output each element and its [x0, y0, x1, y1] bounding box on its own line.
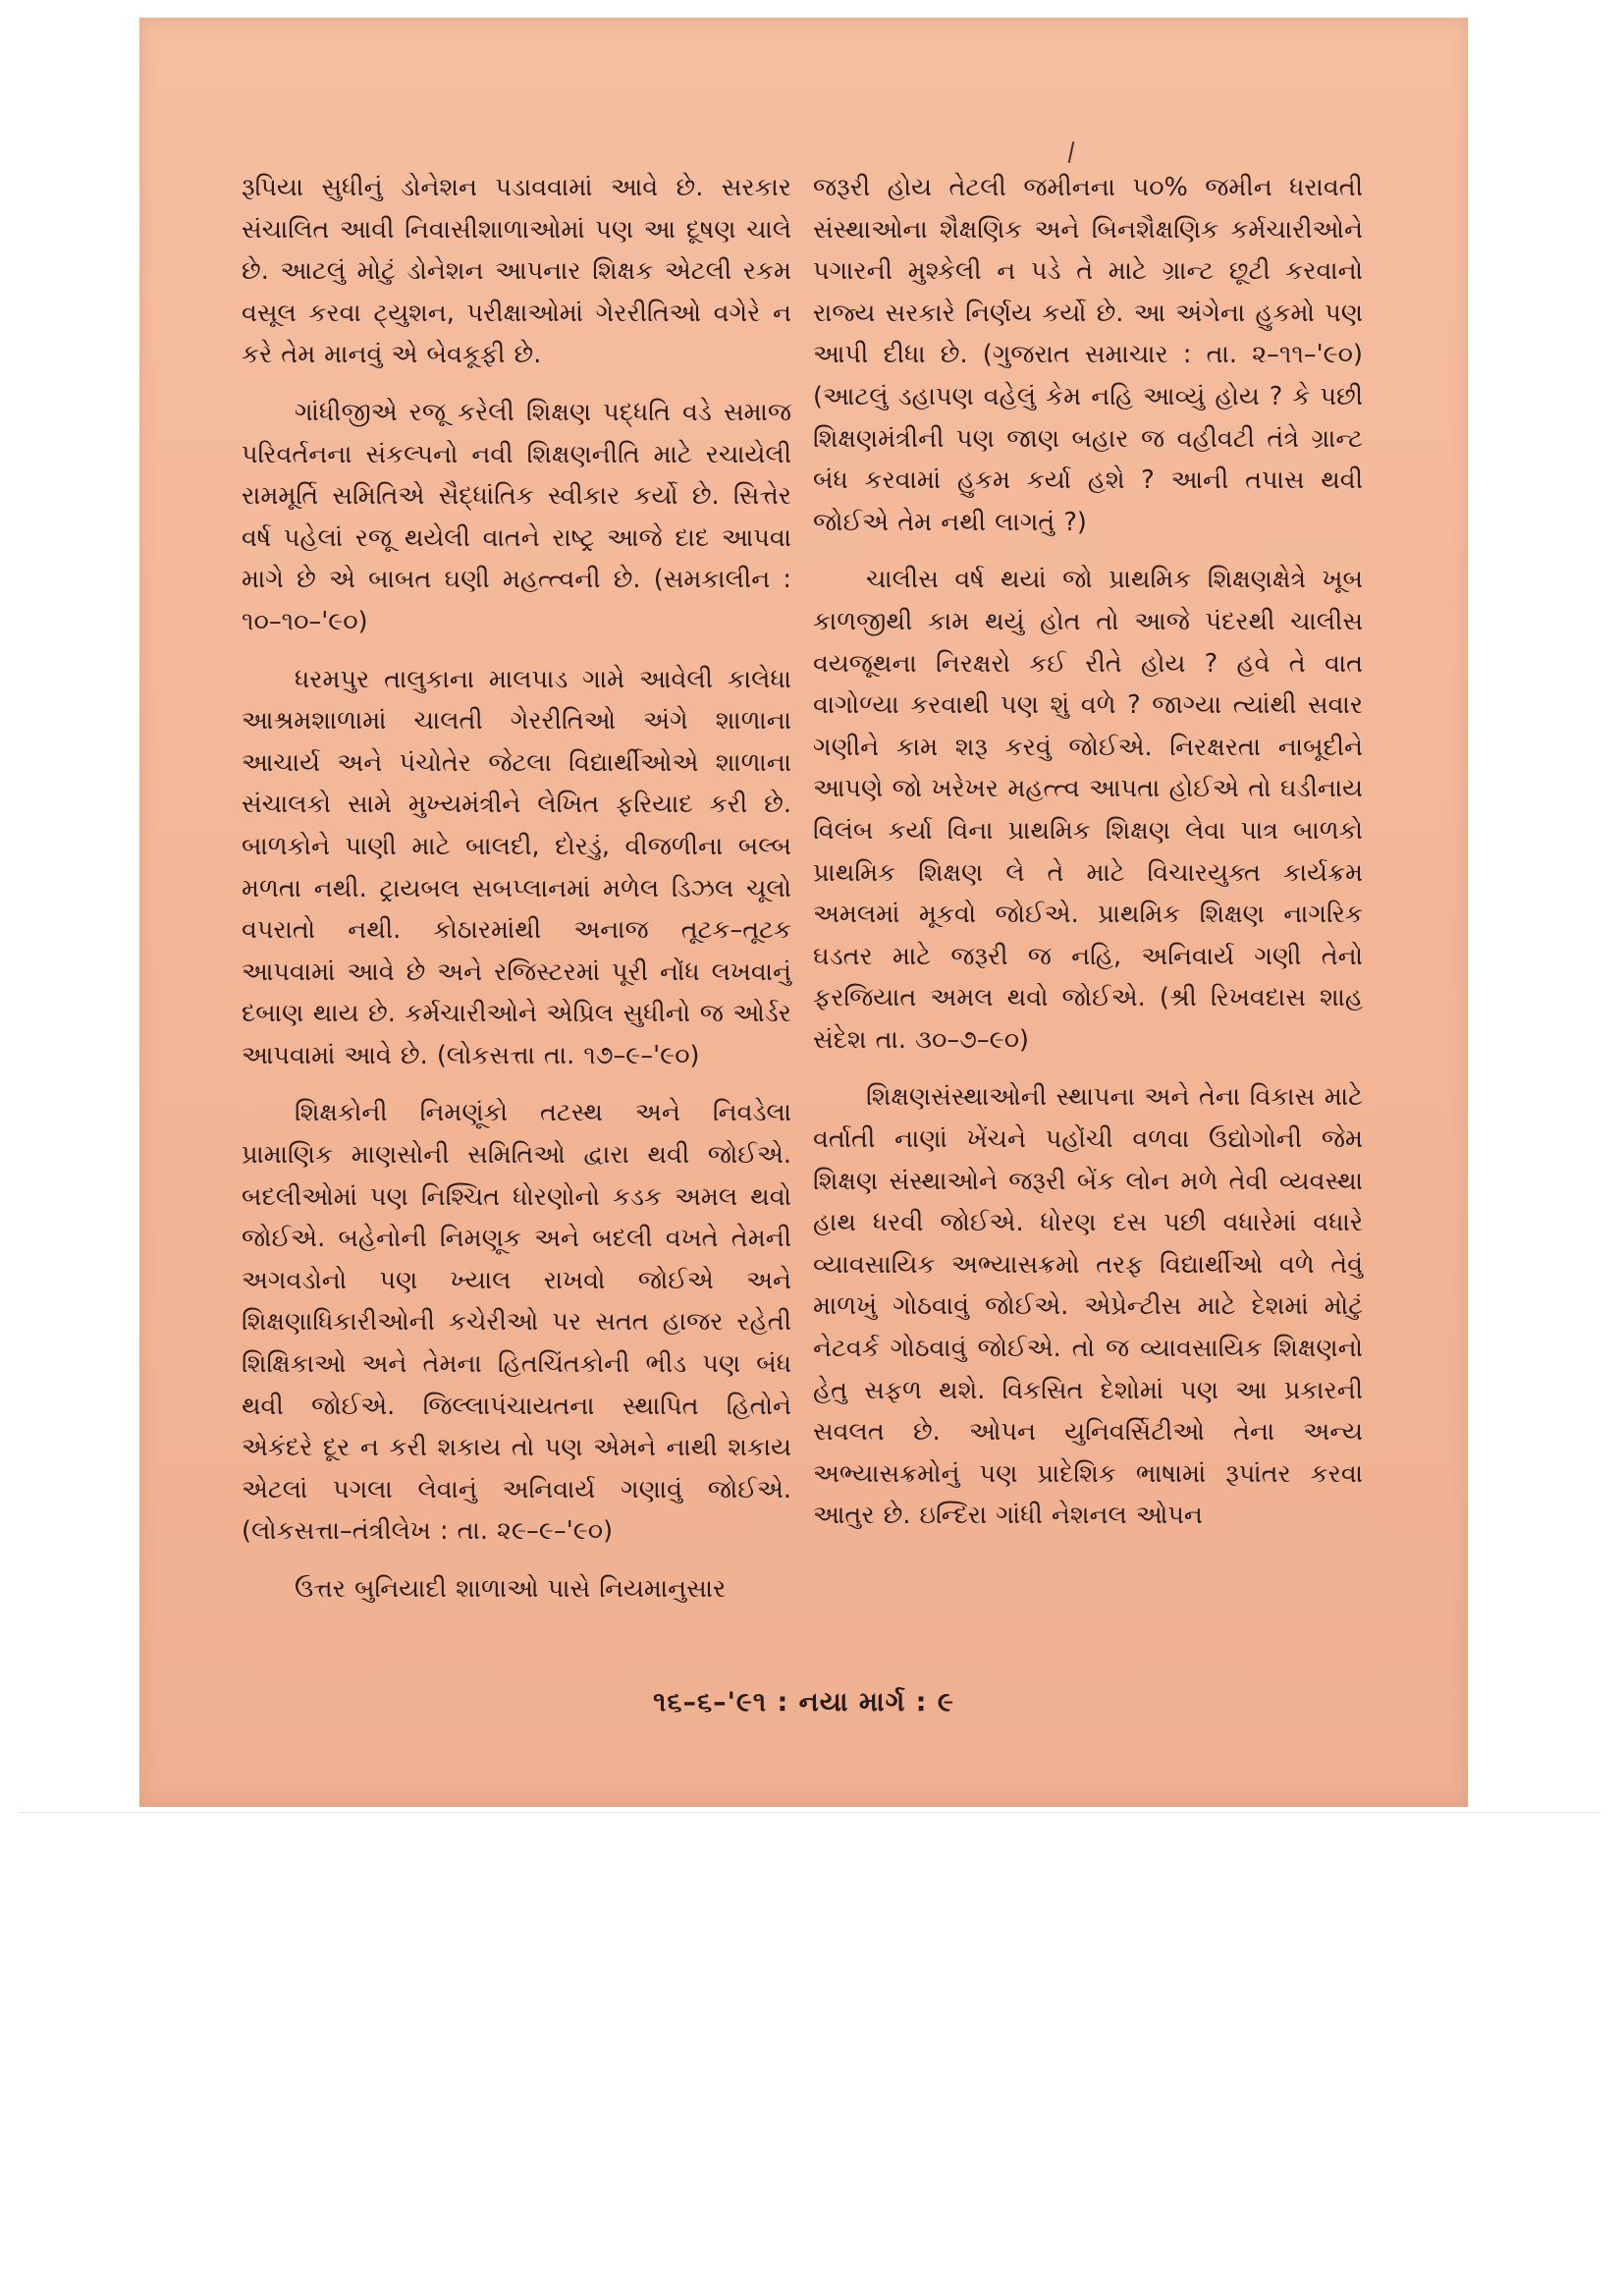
paragraph: ધરમપુર તાલુકાના માલપાડ ગામે આવેલી કાલેધા આશ્રમશાળામાં ચાલતી ગેરરીતિઓ અંગે શાળાના આચાર્ય અને પંચોતેર જેટલા વિદ્યાર્થીઓએ શાળાના સંચાલકો સામે મુખ્યમંત્રીને લેખિત ફરિયાદ કરી છે. બાળકોને પાણી માટે બાલદી, દોરડું, વીજળીના બલ્બ મળતા નથી. ટ્રાયબલ સબપ્લાનમાં મળેલ ડિઝલ ચૂલો વપરાતો નથી. કોઠારમાંથી અનાજ તૂટક–તૂટક આપવામાં આવે છે અને રજિસ્ટરમાં પૂરી નોંધ લખવાનું દબાણ થાય છે. કર્મચારીઓને એપ્રિલ સુધીનો જ ઓર્ડર આપવામાં આવે છે. (લોકસત્તા તા. ૧૭–૯–'૯૦) [242, 664, 791, 1070]
right-column [813, 167, 1363, 1537]
paragraph: શિક્ષકોની નિમણૂંકો તટસ્થ અને નિવડેલા પ્રામાણિક માણસોની સમિતિઓ દ્વારા થવી જોઈએ. બદલીઓમાં પણ નિશ્ચિત ધોરણોનો કડક અમલ થવો જોઈએ. બહેનોની નિમણૂક અને બદલી વખતે તેમની અગવડોનો પણ ખ્યાલ રાખવો જોઈએ અને શિક્ષણાધિકારીઓની કચેરીઓ પર સતત હાજર રહેતી શિક્ષિકાઓ અને તેમના હિતચિંતકોની ભીડ પણ બંધ થવી જોઈએ. જિલ્લાપંચાયતના સ્થાપિત હિતોને એકંદરે દૂર ન કરી શકાય તો પણ એમને નાથી શકાય એટલાં પગલા લેવાનું અનિવાર્ય ગણાવું જોઈએ. (લોકસત્તા–તંત્રીલેખ : તા. ૨૯–૯–'૯૦) [242, 1098, 791, 1547]
left-column [242, 167, 791, 1611]
divider [20, 1812, 1600, 1813]
page-footer: ૧૬–૬–'૯૧ : નયા માર્ગ : ૯ [653, 1687, 954, 1718]
scanned-page [139, 18, 1468, 1807]
paragraph: શિક્ષણસંસ્થાઓની સ્થાપના અને તેના વિકાસ માટે વર્તાતી નાણાં ખેંચને પહોંચી વળવા ઉદ્યોગોની જેમ શિક્ષણ સંસ્થાઓને જરૂરી બેંક લોન મળે તેવી વ્યવસ્થા હાથ ધરવી જોઈએ. ધોરણ દસ પછી વધારેમાં વધારે વ્યાવસાયિક અભ્યાસક્રમો તરફ વિદ્યાર્થીઓ વળે તેવું માળખું ગોઠવાવું જોઈએ. એપ્રેન્ટીસ માટે દેશમાં મોટું નેટવર્ક ગોઠવાવું જોઈએ. તો જ વ્યાવસાયિક શિક્ષણનો હેતુ સફળ થશે. વિકસિત દેશોમાં પણ આ પ્રકારની સવલત છે. ઓપન યુનિવર્સિટીઓ તેના અન્ય અભ્યાસક્રમોનું પણ પ્રાદેશિક ભાષામાં રૂપાંતર કરવા આતુર છે. ઇન્દિરા ગાંધી નેશનલ ઓપન [813, 1082, 1363, 1531]
paragraph: ઉત્તર બુનિયાદી શાળાઓ પાસે નિયમાનુસાર [295, 1574, 727, 1604]
paragraph: ગાંધીજીએ રજૂ કરેલી શિક્ષણ પદ્ધતિ વડે સમાજ પરિવર્તનના સંકલ્પનો નવી શિક્ષણનીતિ માટે રચાયેલી રામમૂર્તિ સમિતિએ સૈદ્ધાંતિક સ્વીકાર કર્યો છે. સિત્તેર વર્ષ પહેલાં રજૂ થયેલી વાતને રાષ્ટ્ર આજે દાદ આપવા માગે છે એ બાબત ઘણી મહત્ત્વની છે. (સમકાલીન : ૧૦–૧૦–'૯૦) [242, 397, 791, 636]
paragraph: ચાલીસ વર્ષ થયાં જો પ્રાથમિક શિક્ષણક્ષેત્રે ખૂબ કાળજીથી કામ થયું હોત તો આજે પંદરથી ચાલીસ વયજૂથના નિરક્ષરો કઈ રીતે હોય ? હવે તે વાત વાગોળ્યા કરવાથી પણ શું વળે ? જાગ્યા ત્યાંથી સવાર ગણીને કામ શરૂ કરવું જોઈએ. નિરક્ષરતા નાબૂદીને આપણે જો ખરેખર મહત્ત્વ આપતા હોઈએ તો ઘડીનાય વિલંબ કર્યા વિના પ્રાથમિક શિક્ષણ લેવા પાત્ર બાળકો પ્રાથમિક શિક્ષણ લે તે માટે વિચારયુક્ત કાર્યક્રમ અમલમાં મૂકવો જોઈએ. પ્રાથમિક શિક્ષણ નાગરિક ઘડતર માટે જરૂરી જ નહિ, અનિવાર્ય ગણી તેનો ફરજિયાત અમલ થવો જોઈએ. (શ્રી રિખવદાસ શાહ સંદેશ તા. ૩૦–૭–૯૦) [813, 565, 1363, 1055]
pen-mark [1068, 141, 1075, 163]
paragraph: જરૂરી હોય તેટલી જમીનના ૫૦% જમીન ધરાવતી સંસ્થાઓના શૈક્ષણિક અને બિનશૈક્ષણિક કર્મચારીઓને પગારની મુશ્કેલી ન પડે તે માટે ગ્રાન્ટ છૂટી કરવાનો રાજ્ય સરકારે નિર્ણય કર્યો છે. આ અંગેના હુકમો પણ આપી દીધા છે. (ગુજરાત સમાચાર : તા. ૨–૧૧–'૯૦) (આટલું ડહાપણ વહેલું કેમ નહિ આવ્યું હોય ? કે પછી શિક્ષણમંત્રીની પણ જાણ બહાર જ વહીવટી તંત્રે ગ્રાન્ટ બંધ કરવામાં હુકમ કર્યા હશે ? આની તપાસ થવી જોઈએ તેમ નથી લાગતું ?) [813, 173, 1363, 537]
paragraph: રૂપિયા સુધીનું ડોનેશન પડાવવામાં આવે છે. સરકાર સંચાલિત આવી નિવાસીશાળાઓમાં પણ આ દૂષણ ચાલે છે. આટલું મોટું ડોનેશન આપનાર શિક્ષક એટલી રકમ વસૂલ કરવા ટ્યુશન, પરીક્ષાઓમાં ગેરરીતિઓ વગેરે ન કરે તેમ માનવું એ બેવકૂફી છે. [242, 173, 791, 370]
